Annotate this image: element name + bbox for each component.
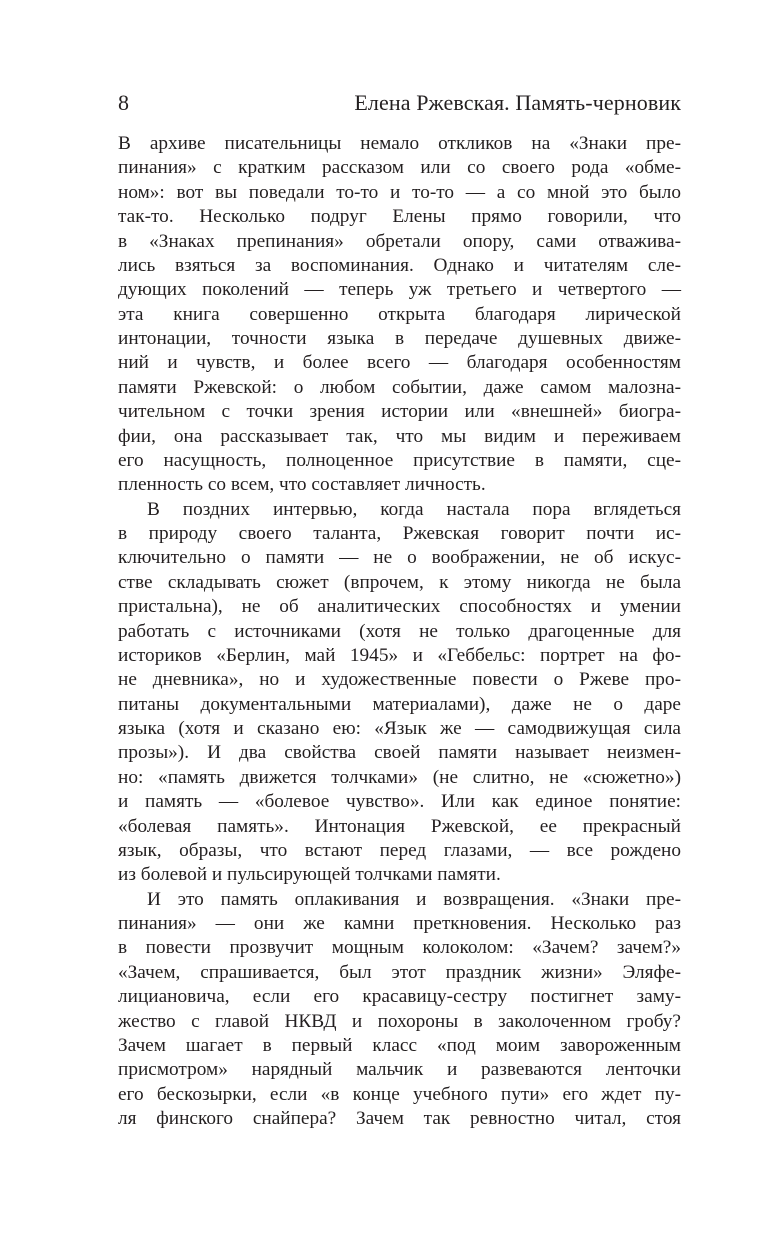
running-title: Елена Ржевская. Память-черновик	[354, 90, 681, 115]
text-line: дующих поколений — теперь уж третьего и четвертого —	[118, 279, 681, 301]
text-line: работать с источниками (хотя не только драгоценные для	[118, 620, 681, 642]
paragraph	[118, 132, 681, 498]
text-line: В архиве писательницы немало откликов на «Знаки пре-	[118, 133, 681, 154]
text-line: пинания» — они же камни преткновения. Несколько раз	[118, 913, 681, 934]
text-line: фии, она рассказывает так, что мы видим и переживаем	[118, 425, 681, 447]
text-line: пленность со всем, что составляет личность.	[118, 474, 486, 496]
text-line: эта книга совершенно открыта благодаря лирической	[118, 303, 681, 325]
text-line: в «Знаках препинания» обретали опору, сами отважива-	[118, 230, 681, 252]
book-page	[118, 88, 681, 1131]
text-line: и память — «болевое чувство». Или как единое понятие:	[118, 791, 681, 813]
text-line: ний и чувств, и более всего — благодаря особенностям	[118, 352, 681, 374]
text-line: в природу своего таланта, Ржевская говорит почти ис-	[118, 523, 681, 544]
text-line: питаны документальными материалами), даже не о даре	[118, 693, 681, 715]
text-line: историков «Берлин, май 1945» и «Геббельс: портрет на фо-	[118, 644, 681, 666]
text-line: языка (хотя и сказано ею: «Язык же — самодвижущая сила	[118, 718, 681, 739]
running-header	[118, 88, 681, 118]
text-line: чительном с точки зрения истории или «внешней» биогра-	[118, 401, 681, 423]
text-line: «Зачем, спрашивается, был этот праздник жизни» Эляфе-	[118, 961, 681, 983]
text-line: его насущность, полноценное присутствие в памяти, сце-	[118, 449, 681, 471]
text-line: не дневника», но и художественные повести о Ржеве про-	[118, 669, 681, 691]
text-line: в повести прозвучит мощным колоколом: «Зачем? зачем?»	[118, 937, 681, 959]
text-line: язык, образы, что встают перед глазами, — все рождено	[118, 839, 681, 861]
body-text	[118, 132, 681, 1131]
text-line: интонации, точности языка в передаче душевных движе-	[118, 328, 681, 349]
text-line: И это память оплакивания и возвращения. «Знаки пре-	[147, 888, 681, 910]
text-line: пинания» с кратким рассказом или со своего рода «обме-	[118, 157, 681, 179]
text-line: ключительно о памяти — не о воображении, не об искус-	[118, 547, 681, 569]
text-line: Зачем шагает в первый класс «под моим завороженным	[118, 1034, 681, 1056]
text-line: но: «память движется толчками» (не слитно, не «сюжетно»)	[118, 766, 681, 788]
paragraph	[118, 888, 681, 1132]
text-line: памяти Ржевской: о любом событии, даже самом малозна-	[118, 376, 681, 398]
text-line: стве складывать сюжет (впрочем, к этому никогда не была	[118, 571, 681, 593]
text-line: присмотром» нарядный мальчик и развеваются ленточки	[118, 1059, 681, 1081]
text-line: ля финского снайпера? Зачем так ревностно читал, стоя	[118, 1108, 681, 1129]
text-line: В поздних интервью, когда настала пора вглядеться	[147, 498, 681, 520]
text-line: из болевой и пульсирующей толчками памяти.	[118, 864, 501, 886]
paragraph	[118, 498, 681, 888]
text-line: ном»: вот вы поведали то-то и то-то — а со мной это было	[118, 181, 681, 203]
text-line: жество с главой НКВД и похороны в заколоченном гробу?	[118, 1010, 681, 1032]
text-line: прозы»). И два свойства своей памяти называет неизмен-	[118, 742, 681, 764]
text-line: пристальна), не об аналитических способностях и умении	[118, 596, 681, 618]
text-line: его бескозырки, если «в конце учебного пути» его ждет пу-	[118, 1083, 681, 1105]
text-line: «болевая память». Интонация Ржевской, ее прекрасный	[118, 815, 681, 837]
text-line: лись взяться за воспоминания. Однако и читателям сле-	[118, 254, 681, 276]
text-line: так-то. Несколько подруг Елены прямо говорили, что	[118, 206, 681, 228]
text-line: лициановича, если его красавицу-сестру постигнет заму-	[118, 986, 681, 1008]
page-number: 8	[118, 90, 129, 115]
